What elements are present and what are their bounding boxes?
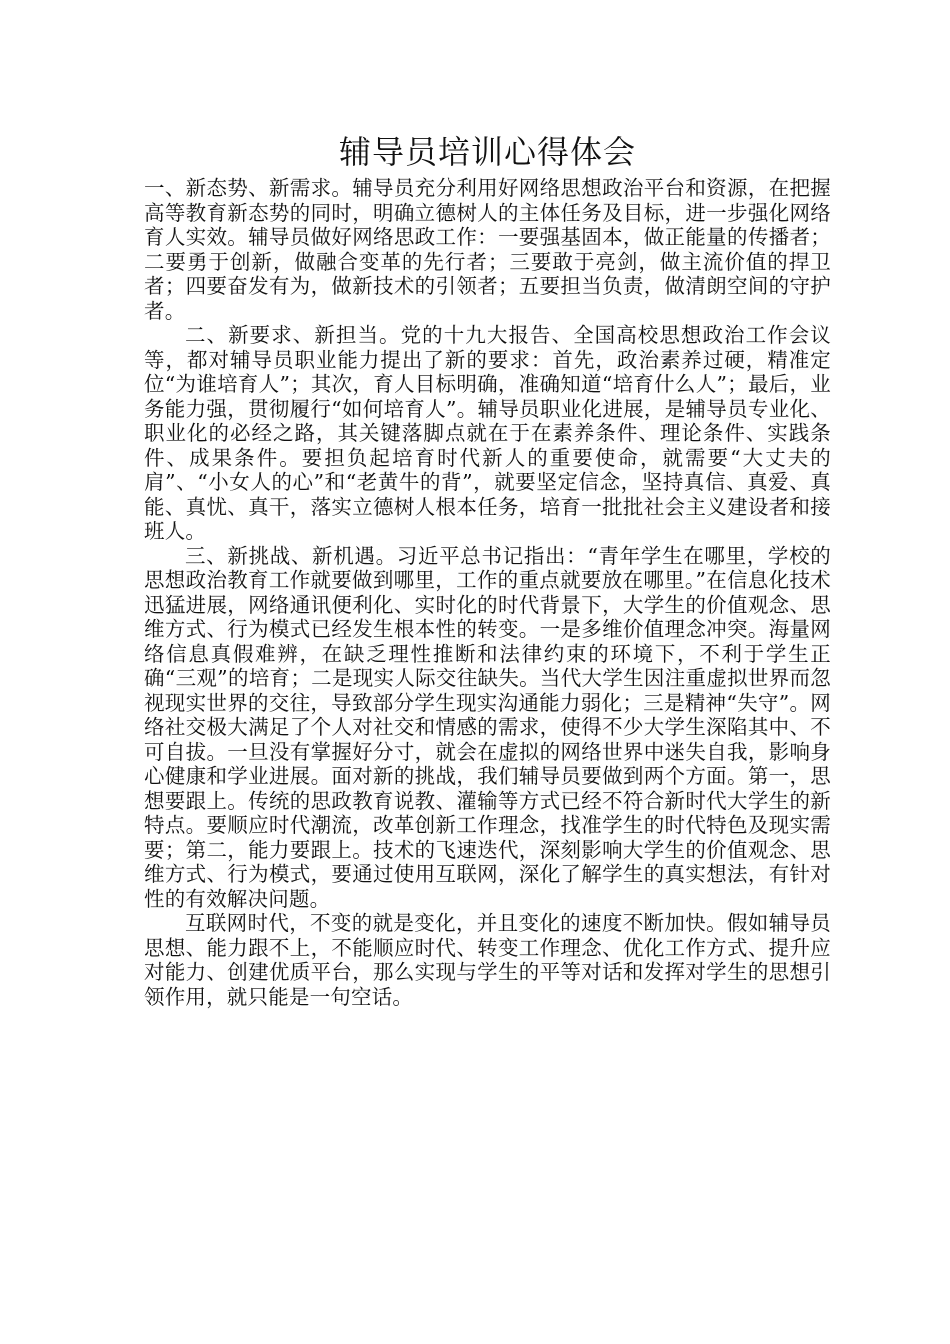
paragraph-new-challenges: 三、新挑战、新机遇。习近平总书记指出：“青年学生在哪里，学校的思想政治教育工作就要做到哪里，工作的重点就要放在哪里。”在信息化技术迅猛进展，网络通讯便利化、实时化的时代背景下，大学生的价值观念、思维方式、行为模式已经发生根本性的转变。一是多维价值理念冲突。海量网络信息真假难辨，在缺乏理性推断和法律约束的环境下，不利于学生正确“三观”的培育；二是现实人际交往缺失。当代大学生因注重虚拟世界而忽视现实世界的交往，导致部分学生现实沟通能力弱化；三是精神“失守”。网络社交极大满足了个人对社交和情感的需求，使得不少大学生深陷其中、不可自拔。一旦没有掌握好分寸，就会在虚拟的网络世界中迷失自我，影响身心健康和学业进展。面对新的挑战，我们辅导员要做到两个方面。第一，思想要跟上。传统的思政教育说教、灌输等方式已经不符合新时代大学生的新特点。要顺应时代潮流，改革创新工作理念，找准学生的时代特色及现实需要；第二，能力要跟上。技术的飞速迭代，深刻影响大学生的价值观念、思维方式、行为模式，要通过使用互联网，深化了解学生的真实想法，有针对性的有效解决问题。	[144, 543, 831, 911]
document-title: 辅导员培训心得体会	[338, 133, 636, 171]
paragraph-conclusion: 互联网时代，不变的就是变化，并且变化的速度不断加快。假如辅导员思想、能力跟不上，不能顺应时代、转变工作理念、优化工作方式、提升应对能力、创建优质平台，那么实现与学生的平等对话和发挥对学生的思想引领作用，就只能是一句空话。	[144, 911, 831, 1009]
paragraph-new-situation: 一、新态势、新需求。辅导员充分利用好网络思想政治平台和资源，在把握高等教育新态势的同时，明确立德树人的主体任务及目标，进一步强化网络育人实效。辅导员做好网络思政工作：一要强基固本，做正能量的传播者；二要勇于创新，做融合变革的先行者；三要敢于亮剑，做主流价值的捍卫者；四要奋发有为，做新技术的引领者；五要担当负责，做清朗空间的守护者。	[144, 176, 831, 323]
document-body	[144, 130, 831, 1009]
paragraph-new-requirements: 二、新要求、新担当。党的十九大报告、全国高校思想政治工作会议等，都对辅导员职业能力提出了新的要求：首先，政治素养过硬，精准定位“为谁培育人”；其次，育人目标明确，准确知道“培育什么人”；最后，业务能力强，贯彻履行“如何培育人”。辅导员职业化进展，是辅导员专业化、职业化的必经之路，其关键落脚点就在于在素养条件、理论条件、实践条件、成果条件。要担负起培育时代新人的重要使命，就需要“大丈夫的肩”、“小女人的心”和“老黄牛的背”，就要坚定信念，坚持真信、真爱、真能、真忧、真干，落实立德树人根本任务，培育一批批社会主义建设者和接班人。	[144, 323, 831, 543]
